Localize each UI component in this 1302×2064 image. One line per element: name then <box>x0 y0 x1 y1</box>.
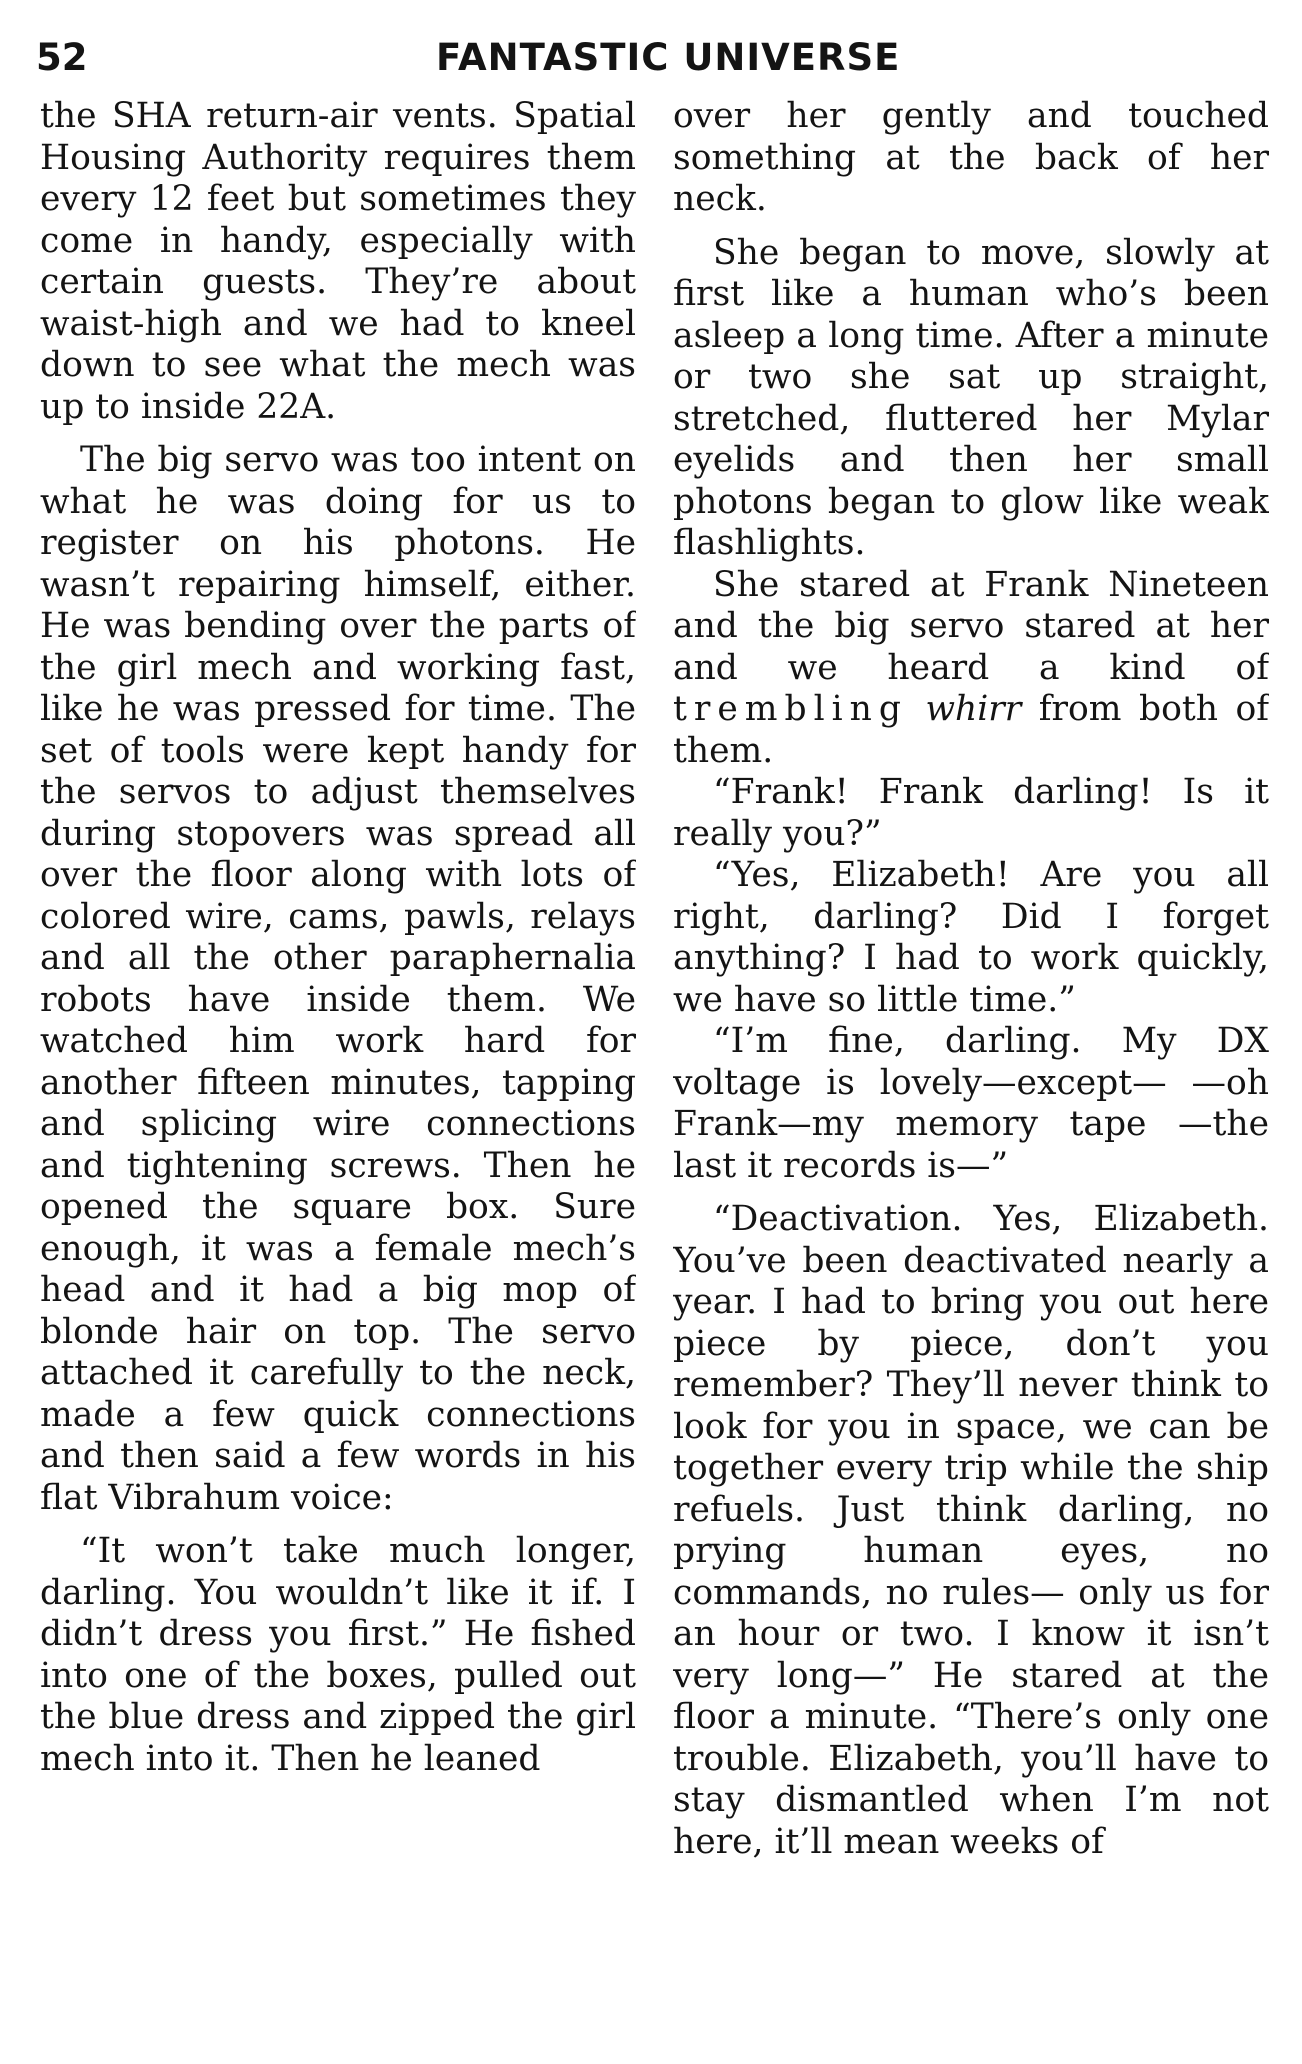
paragraph: The big servo was too intent on what he was doing for us to register on his photons. He wasn’t repairing himself, either. He was bending over the parts of the girl mech and working fast, like he was pressed for time. The set of tools were kept handy for the servos to adjust themselves during stopovers was spread all over the floor along with lots of colored wire, cams, pawls, relays and all the other paraphernalia robots have inside them. We watched him work hard for another fifteen minutes, tapping and splicing wire connections and tightening screws. Then he opened the square box. Sure enough, it was a female mech’s head and it had a big mop of blonde hair on top. The servo attached it carefully to the neck, made a few quick connections and then said a few words in his flat Vibrahum voice: <box>40 440 636 1518</box>
paragraph: the SHA return-air vents. Spatial Housing Authority requires them every 12 feet but sometimes they come in handy, especially with certain guests. They’re about waist-high and we had to kneel down to see what the mech was up to inside 22A. <box>40 96 636 427</box>
letterspaced-word: trembling <box>673 689 908 729</box>
paragraph-text: She stared at Frank Nineteen and the big servo stared at her and we heard a kind of <box>673 564 1269 688</box>
paragraph: She began to move, slowly at first like a human who’s been asleep a long time. After a minute or two she sat up straight, stretched, fluttered her Mylar eyelids and then her small photons began to glow like weak flashlights. <box>673 232 1269 563</box>
page-number: 52 <box>36 36 88 79</box>
paragraph-text: from both of them. <box>673 689 1269 771</box>
paragraph: “I’m fine, darling. My DX voltage is lovely—except— —oh Frank—my memory tape —the last it records is—” <box>673 1021 1269 1186</box>
italic-word: whirr <box>925 689 1022 729</box>
paragraph: “Deactivation. Yes, Elizabeth. You’ve been deactivated nearly a year. I had to bring you out here piece by piece, don’t you remember? They’ll never think to look for you in space, we can be together every trip while the ship refuels. Just think darling, no prying human eyes, no commands, no rules— only us for an hour or two. I know it isn’t very long—” He stared at the floor a minute. “There’s only one trouble. Elizabeth, you’ll have to stay dismantled when I’m not here, it’ll mean weeks of <box>673 1199 1269 1862</box>
paragraph: over her gently and touched something at the back of her neck. <box>673 96 1269 219</box>
page-header <box>36 30 1266 86</box>
paragraph: “Frank! Frank darling! Is it really you?” <box>673 772 1269 854</box>
paragraph <box>673 565 1269 773</box>
right-column <box>673 96 1269 2036</box>
paragraph: “Yes, Elizabeth! Are you all right, darling? Did I forget anything? I had to work quickly, we have so little time.” <box>673 855 1269 1020</box>
running-head: FANTASTIC UNIVERSE <box>436 36 901 79</box>
paragraph: “It won’t take much longer, darling. You wouldn’t like it if. I didn’t dress you first.” He fished into one of the boxes, pulled out the blue dress and zipped the girl mech into it. Then he leaned <box>40 1531 636 1779</box>
left-column <box>40 96 636 2036</box>
